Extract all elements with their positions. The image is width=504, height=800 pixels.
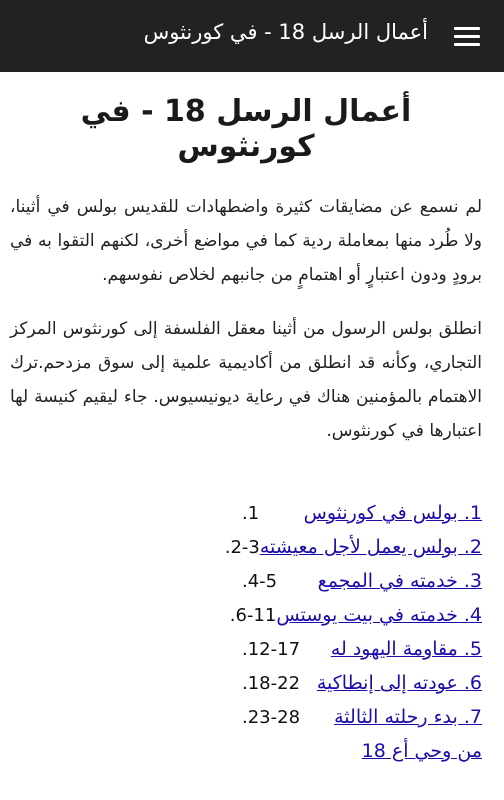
toc-link-reflection[interactable]: من وحي أع 18	[361, 740, 482, 762]
app-header	[0, 0, 504, 72]
toc-item	[10, 598, 482, 632]
toc-verse-ref: 2-3.	[224, 536, 260, 558]
hamburger-menu-icon[interactable]	[454, 27, 480, 47]
toc-link-5[interactable]: 5. مقاومة اليهود له	[330, 638, 482, 660]
toc-verse-ref: 4-5.	[242, 570, 278, 592]
article	[0, 94, 504, 768]
toc-item	[10, 530, 482, 564]
toc-item	[10, 666, 482, 700]
intro-paragraph-1: لم نسمع عن مضايقات كثيرة واضطهادات للقديس بولس في أثينا، ولا طُرد منها بمعاملة ردية كما في مواضع أخرى، لكنهم التقوا به في برودٍ ودون اعتبارٍ أو اهتمامٍ من جانبهم لخلاص نفوسهم.	[10, 197, 482, 285]
toc-item	[10, 632, 482, 666]
toc-verse-ref: 23-28.	[242, 706, 301, 728]
toc-verse-ref: 12-17.	[242, 638, 301, 660]
toc-link-2[interactable]: 2. بولس يعمل لأجل معيشته	[259, 536, 482, 558]
toc-link-4[interactable]: 4. خدمته في بيت يوستس	[276, 604, 482, 626]
page-title: أعمال الرسل 18 - في كورنثوس	[80, 94, 412, 164]
header-title: أعمال الرسل 18 - في كورنثوس	[143, 20, 428, 44]
toc-item	[10, 564, 482, 598]
toc-item	[10, 700, 482, 734]
toc-item	[10, 734, 482, 768]
toc-link-3[interactable]: 3. خدمته في المجمع	[317, 570, 482, 592]
toc-link-7[interactable]: 7. بدء رحلته الثالثة	[334, 706, 482, 728]
toc-link-6[interactable]: 6. عودته إلى إنطاكية	[316, 672, 482, 694]
toc-link-1[interactable]: 1. بولس في كورنثوس	[303, 502, 482, 524]
table-of-contents	[10, 496, 482, 768]
intro-paragraph-2: انطلق بولس الرسول من أثينا معقل الفلسفة إلى كورنثوس المركز التجاري، وكأنه قد انطلق من أكاديمية علمية إلى سوق مزدحم.ترك الاهتمام بالمؤمنين هناك في رعاية ديونيسيوس. جاء ليقيم كنيسة لها اعتبارها في كورنثوس.	[10, 319, 482, 441]
toc-verse-ref: 18-22.	[242, 672, 301, 694]
toc-item	[10, 496, 482, 530]
toc-verse-ref: 6-11.	[229, 604, 277, 626]
toc-verse-ref: 1.	[242, 502, 260, 524]
